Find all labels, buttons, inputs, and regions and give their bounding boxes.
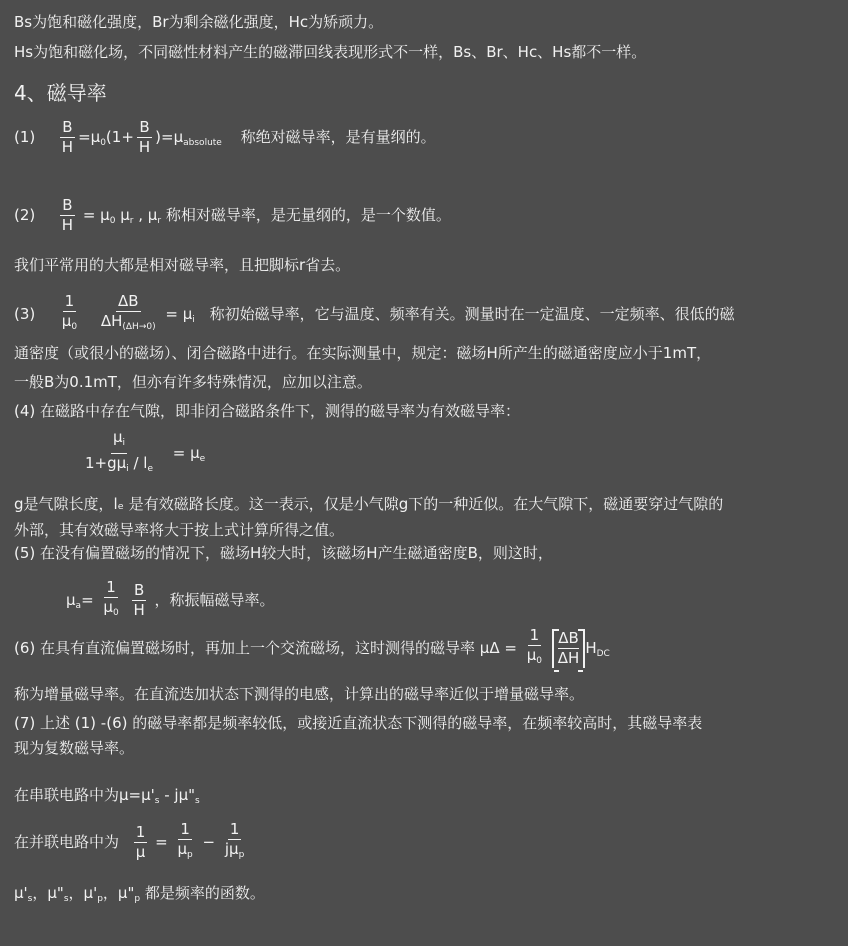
- fraction: $\frac{1}{\mu_0}$: [103, 578, 119, 618]
- paragraph-bs-br-hc: Bs为饱和磁化强度，Br为剩余磁化强度，Hc为矫顽力。: [14, 13, 384, 31]
- fraction: $\frac{B}{H}$: [133, 581, 145, 619]
- fraction: $\frac{\Delta B}{\Delta H_{(\Delta H\to 0)}}$: [100, 292, 156, 332]
- paragraph-relative-note: 我们平常用的大都是相对磁导率，且把脚标r省去。: [14, 256, 351, 274]
- paragraph-incremental-note: 称为增量磁导率。在直流迭加状态下测得的电感，计算出的磁导率近似于增量磁导率。: [14, 685, 585, 703]
- formula-absolute-permeability: (1) $\frac{B}{H}$ $=\mu_0(1+$ $\frac{B}{H}$ )$=\mu_{absolute}$ 称绝对磁导率，是有量纲的。: [14, 118, 436, 156]
- formula-description: 称绝对磁导率，是有量纲的。: [240, 128, 436, 146]
- bracket-fraction: $\frac{\Delta B}{\Delta H}$: [552, 629, 586, 668]
- formula-tag: (1): [14, 128, 36, 146]
- paragraph-air-gap-1: g是气隙长度，lₑ 是有效磁路长度。这一表示，仅是小气隙g下的一种近似。在大气隙下，磁通要穿过气隙的: [14, 495, 724, 513]
- paragraph-complex-2: 现为复数磁导率。: [14, 739, 135, 757]
- paragraph-hs: Hs为饱和磁化场，不同磁性材料产生的磁滞回线表现形式不一样，Bs、Br、Hc、Hs都不一样。: [14, 43, 647, 61]
- section-heading: 4、磁导率: [14, 81, 107, 105]
- paragraph-air-gap-2: 外部，其有效磁导率将大于按上式计算所得之值。: [14, 521, 345, 539]
- paragraph-effective-permeability: (4) 在磁路中存在气隙，即非闭合磁路条件下，测得的磁导率为有效磁导率：: [14, 402, 521, 420]
- fraction: $\frac{1}{\mu_0}$: [61, 292, 78, 332]
- paragraph-measurement-2: 一般B为0.1mT，但亦有许多特殊情况，应加以注意。: [14, 373, 372, 391]
- formula-series-circuit: 在串联电路中为$\mu=\mu'_s$ - $j\mu"_s$: [14, 786, 200, 806]
- formula-description: 称初始磁导率，它与温度、频率有关。测量时在一定温度、一定频率、很低的磁: [209, 305, 735, 323]
- fraction: $\frac{1}{\mu_0}$: [526, 626, 543, 666]
- fraction: $\frac{B}{H}$: [61, 118, 74, 156]
- paragraph-complex-1: (7) 上述 (1) -(6) 的磁导率都是频率较低，或接近直流状态下测得的磁导率，在频率较高时，其磁导率表: [14, 714, 703, 732]
- formula-description: 称相对磁导率，是无量纲的，是一个数值。: [165, 206, 451, 224]
- fraction: $\frac{B}{H}$: [61, 196, 74, 234]
- formula-relative-permeability: (2) $\frac{B}{H}$ = $\mu_0$ $\mu_r$ , $\mu_r$ 称相对磁导率，是无量纲的，是一个数值。: [14, 196, 451, 234]
- formula-parallel-circuit: 在并联电路中为 $\frac{1}{\mu}$ = $\frac{1}{\mu_p}$ − $\frac{1}{j\mu_p}$: [14, 820, 249, 865]
- formula-incremental-permeability: (6) 在具有直流偏置磁场时，再加上一个交流磁场，这时测得的磁导率 μΔ = $\frac{1}{\mu_0}$ $\frac{\Delta B}{\Delta H}$ $H_{DC}$: [14, 626, 610, 671]
- paragraph-amplitude-intro: (5) 在没有偏置磁场的情况下，磁场H较大时，该磁场H产生磁通密度B，则这时，: [14, 544, 553, 562]
- formula-effective-permeability: $\frac{\mu_i}{1+g\mu_i / l_e}$ = $\mu_e$: [70, 428, 205, 479]
- fraction: $\frac{1}{\mu_p}$: [177, 820, 193, 860]
- fraction: $\frac{\mu_i}{1+g\mu_i / l_e}$: [84, 428, 153, 474]
- fraction: $\frac{1}{j\mu_p}$: [224, 820, 245, 860]
- fraction: $\frac{1}{\mu}$: [135, 823, 146, 861]
- formula-description: ，称振幅磁导率。: [154, 591, 275, 609]
- formula-initial-permeability: (3) $\frac{1}{\mu_0}$ $\frac{\Delta B}{\Delta H_{(\Delta H\to 0)}}$ = $\mu_i$ 称初始磁导率，它与温度、频率有关。测量时在一定温度、一定频率、很低的磁: [14, 292, 735, 337]
- paragraph-measurement-1: 通密度（或很小的磁场）、闭合磁路中进行。在实际测量中，规定：磁场H所产生的磁通密度应小于1mT，: [14, 344, 712, 362]
- formula-amplitude-permeability: $\mu_a=$ $\frac{1}{\mu_0}$ $\frac{B}{H}$ ，称振幅磁导率。: [66, 578, 275, 623]
- paragraph-frequency-functions: $\mu'_s$，$\mu"_s$，$\mu'_p$，$\mu"_p$ 都是频率的函数。: [14, 884, 265, 904]
